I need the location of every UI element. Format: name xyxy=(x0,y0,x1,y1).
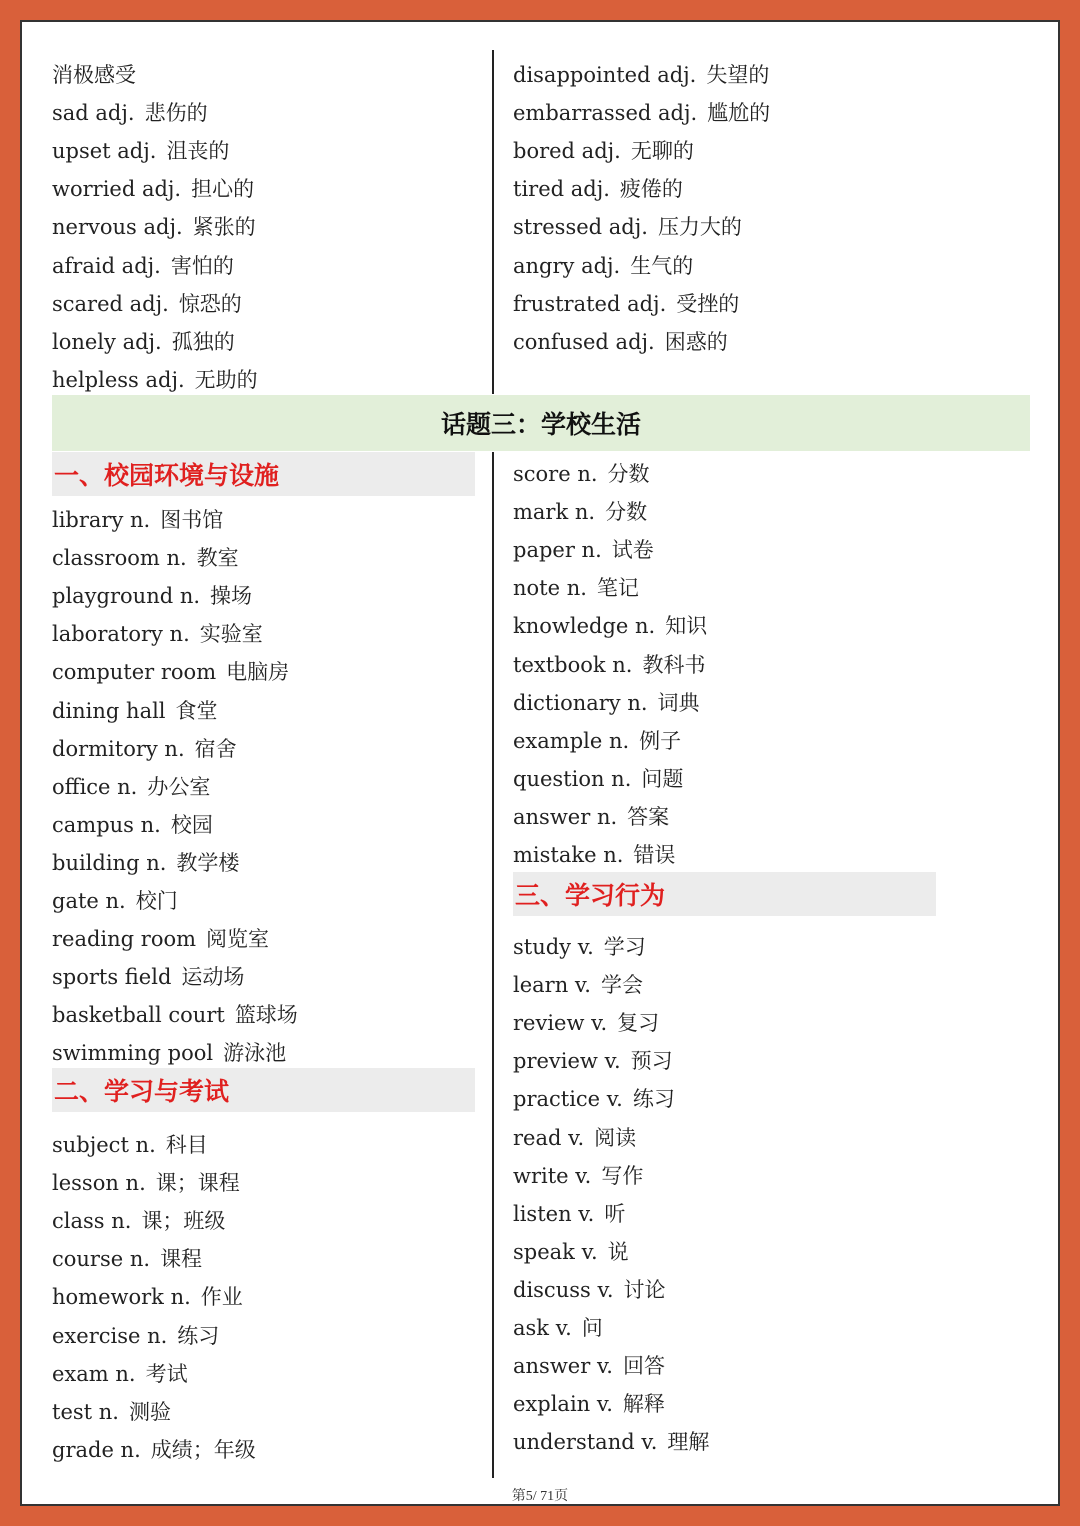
vocab-meaning: 紧张的 xyxy=(192,215,256,240)
vocab-word: exercise n. xyxy=(52,1323,168,1348)
vocab-word: basketball court xyxy=(52,1003,225,1028)
vocab-entry xyxy=(52,1208,225,1234)
vocab-entry xyxy=(52,62,136,88)
vocab-meaning: 图书馆 xyxy=(160,508,224,532)
vocab-entry xyxy=(513,176,683,202)
vocab-entry xyxy=(513,1239,629,1265)
document-page xyxy=(20,20,1060,1506)
vocab-word: building n. xyxy=(52,850,167,875)
vocab-entry xyxy=(52,888,178,914)
vocab-word: review v. xyxy=(513,1011,608,1036)
vocab-meaning: 尴尬的 xyxy=(707,101,771,126)
vocab-entry xyxy=(52,964,244,990)
vocab-word: example n. xyxy=(513,728,630,753)
vocab-word: test n. xyxy=(52,1399,119,1424)
vocab-word: grade n. xyxy=(52,1437,141,1462)
vocab-word: lesson n. xyxy=(52,1171,146,1196)
vocab-meaning: 电脑房 xyxy=(226,660,290,685)
vocab-word: stressed adj. xyxy=(513,215,648,240)
vocab-word: write v. xyxy=(513,1163,592,1188)
vocab-meaning: 学习 xyxy=(603,935,646,959)
vocab-entry xyxy=(52,583,252,609)
vocab-word: ask v. xyxy=(513,1316,572,1340)
column-divider-bottom xyxy=(492,452,494,1478)
vocab-word: classroom n. xyxy=(52,546,187,571)
vocab-entry xyxy=(52,1284,243,1310)
section-heading-learning-behaviors: 三、学习行为 xyxy=(513,872,936,916)
vocab-entry xyxy=(513,1201,625,1227)
vocab-entry xyxy=(52,698,218,724)
vocab-meaning: 试卷 xyxy=(611,538,654,563)
vocab-meaning: 课；课程 xyxy=(155,1171,240,1196)
vocab-entry xyxy=(513,138,694,164)
vocab-entry xyxy=(52,1323,219,1349)
vocab-entry xyxy=(513,1277,666,1303)
vocab-word: helpless adj. xyxy=(52,367,185,392)
vocab-entry xyxy=(513,1048,673,1074)
vocab-word: disappointed adj. xyxy=(513,63,697,87)
vocab-word: reading room xyxy=(52,927,197,952)
vocab-word: worried adj. xyxy=(52,177,182,202)
vocab-meaning: 篮球场 xyxy=(234,1003,298,1028)
vocab-meaning: 写作 xyxy=(601,1163,644,1188)
vocab-entry xyxy=(513,329,728,355)
vocab-entry xyxy=(52,1246,202,1272)
vocab-entry xyxy=(52,214,256,240)
vocab-meaning: 答案 xyxy=(627,804,670,829)
vocab-word: textbook n. xyxy=(513,652,633,677)
vocab-entry xyxy=(52,1170,240,1196)
vocab-meaning: 教室 xyxy=(196,546,239,571)
vocab-meaning: 问题 xyxy=(641,766,684,791)
vocab-word: 消极感受 xyxy=(52,63,136,87)
vocab-entry xyxy=(52,545,239,571)
vocab-entry xyxy=(52,621,263,647)
vocab-meaning: 讨论 xyxy=(623,1277,666,1302)
vocab-entry xyxy=(513,291,739,317)
vocab-meaning: 说 xyxy=(607,1239,629,1264)
vocab-meaning: 教科书 xyxy=(642,652,706,677)
vocab-meaning: 练习 xyxy=(177,1323,220,1348)
vocab-word: mark n. xyxy=(513,500,596,525)
vocab-word: angry adj. xyxy=(513,253,621,278)
vocab-meaning: 解释 xyxy=(622,1392,665,1417)
vocab-meaning: 测验 xyxy=(128,1399,171,1424)
vocab-meaning: 宿舍 xyxy=(194,736,237,761)
vocab-word: dining hall xyxy=(52,698,166,723)
vocab-meaning: 阅览室 xyxy=(206,927,270,952)
vocab-meaning: 悲伤的 xyxy=(144,101,208,126)
vocab-meaning: 实验室 xyxy=(199,622,263,647)
vocab-entry xyxy=(52,774,210,800)
vocab-word: answer v. xyxy=(513,1354,613,1379)
vocab-word: subject n. xyxy=(52,1133,156,1157)
vocab-meaning: 受挫的 xyxy=(676,291,740,316)
vocab-meaning: 成绩；年级 xyxy=(150,1437,256,1462)
vocab-meaning: 科目 xyxy=(165,1133,208,1157)
vocab-word: class n. xyxy=(52,1209,132,1234)
vocab-meaning: 校园 xyxy=(170,812,213,837)
vocab-word: swimming pool xyxy=(52,1041,214,1066)
vocab-word: confused adj. xyxy=(513,329,655,354)
vocab-meaning: 困惑的 xyxy=(664,329,728,354)
vocab-meaning: 沮丧的 xyxy=(166,139,230,164)
vocab-entry xyxy=(52,329,235,355)
vocab-meaning: 练习 xyxy=(632,1087,675,1112)
vocab-word: mistake n. xyxy=(513,843,624,867)
vocab-meaning: 例子 xyxy=(639,728,682,753)
vocab-entry xyxy=(513,690,700,716)
vocab-word: knowledge n. xyxy=(513,614,656,639)
vocab-meaning: 分数 xyxy=(605,500,648,525)
vocab-meaning: 知识 xyxy=(665,614,708,639)
vocab-meaning: 问 xyxy=(581,1316,603,1340)
vocab-word: library n. xyxy=(52,508,151,532)
vocab-word: homework n. xyxy=(52,1285,191,1310)
vocab-word: sad adj. xyxy=(52,101,135,126)
vocab-entry xyxy=(513,613,707,639)
vocab-word: bored adj. xyxy=(513,139,621,164)
vocab-entry xyxy=(513,804,669,830)
vocab-word: discuss v. xyxy=(513,1277,614,1302)
vocab-entry xyxy=(513,842,675,868)
vocab-meaning: 学会 xyxy=(600,973,643,998)
vocab-meaning: 担心的 xyxy=(191,177,255,202)
vocab-word: office n. xyxy=(52,774,138,799)
vocab-entry xyxy=(52,926,269,952)
vocab-word: sports field xyxy=(52,965,172,990)
vocab-meaning: 理解 xyxy=(667,1430,710,1455)
vocab-meaning: 错误 xyxy=(633,843,676,867)
vocab-meaning: 教学楼 xyxy=(176,850,240,875)
vocab-entry xyxy=(52,850,239,876)
vocab-entry xyxy=(513,1086,675,1112)
vocab-entry xyxy=(52,1002,298,1028)
vocab-word: note n. xyxy=(513,576,587,601)
vocab-word: course n. xyxy=(52,1247,151,1272)
vocab-word: scared adj. xyxy=(52,291,169,316)
vocab-meaning: 校门 xyxy=(135,889,178,913)
vocab-entry xyxy=(52,367,258,393)
vocab-word: learn v. xyxy=(513,973,591,998)
vocab-entry xyxy=(513,1163,643,1189)
vocab-entry xyxy=(513,537,654,563)
vocab-entry xyxy=(52,1361,188,1387)
vocab-entry xyxy=(513,934,646,960)
vocab-entry xyxy=(52,1399,171,1425)
vocab-meaning: 生气的 xyxy=(630,253,694,278)
vocab-entry xyxy=(513,499,647,525)
vocab-entry xyxy=(52,1040,286,1066)
vocab-meaning: 词典 xyxy=(657,690,700,715)
vocab-meaning: 游泳池 xyxy=(223,1041,287,1066)
vocab-word: playground n. xyxy=(52,584,201,609)
vocab-meaning: 分数 xyxy=(607,462,650,486)
vocab-entry xyxy=(513,1391,665,1417)
vocab-word: afraid adj. xyxy=(52,253,161,278)
vocab-meaning: 无聊的 xyxy=(630,139,694,164)
vocab-word: listen v. xyxy=(513,1201,595,1226)
vocab-entry xyxy=(513,1429,709,1455)
vocab-meaning: 作业 xyxy=(200,1285,243,1310)
vocab-word: dictionary n. xyxy=(513,690,648,715)
vocab-meaning: 孤独的 xyxy=(171,329,235,354)
vocab-meaning: 压力大的 xyxy=(657,215,742,240)
vocab-word: computer room xyxy=(52,660,217,685)
vocab-word: explain v. xyxy=(513,1392,613,1417)
vocab-meaning: 回答 xyxy=(623,1354,665,1379)
vocab-word: embarrassed adj. xyxy=(513,101,698,126)
vocab-entry xyxy=(52,659,289,685)
vocab-word: read v. xyxy=(513,1125,585,1150)
vocab-entry xyxy=(513,461,650,487)
vocab-meaning: 课程 xyxy=(160,1247,203,1272)
vocab-meaning: 阅读 xyxy=(594,1125,637,1150)
vocab-entry xyxy=(52,507,223,533)
vocab-word: exam n. xyxy=(52,1361,136,1386)
vocab-word: gate n. xyxy=(52,889,126,913)
vocab-word: frustrated adj. xyxy=(513,291,667,316)
vocab-entry xyxy=(513,1010,659,1036)
vocab-entry xyxy=(513,100,770,126)
vocab-meaning: 考试 xyxy=(145,1361,188,1386)
vocab-entry xyxy=(513,1353,665,1379)
vocab-entry xyxy=(513,1315,603,1341)
vocab-word: practice v. xyxy=(513,1087,623,1112)
vocab-entry xyxy=(52,736,237,762)
vocab-entry xyxy=(52,176,254,202)
vocab-entry xyxy=(52,812,213,838)
vocab-entry xyxy=(52,138,229,164)
vocab-entry xyxy=(513,652,705,678)
vocab-word: paper n. xyxy=(513,538,602,563)
vocab-entry xyxy=(52,253,234,279)
vocab-entry xyxy=(52,1437,256,1463)
vocab-word: study v. xyxy=(513,935,594,959)
vocab-word: understand v. xyxy=(513,1430,658,1455)
vocab-meaning: 课；班级 xyxy=(141,1209,226,1234)
vocab-word: lonely adj. xyxy=(52,329,162,354)
vocab-word: tired adj. xyxy=(513,177,610,202)
vocab-entry xyxy=(513,728,681,754)
vocab-entry xyxy=(513,1125,636,1151)
vocab-meaning: 无助的 xyxy=(194,367,258,392)
vocab-entry xyxy=(513,253,693,279)
vocab-meaning: 操场 xyxy=(210,584,253,609)
vocab-word: dormitory n. xyxy=(52,736,185,761)
vocab-entry xyxy=(52,1132,208,1158)
vocab-entry xyxy=(513,972,643,998)
vocab-meaning: 失望的 xyxy=(706,63,770,87)
vocab-word: campus n. xyxy=(52,812,161,837)
vocab-entry xyxy=(513,766,683,792)
vocab-meaning: 惊恐的 xyxy=(178,291,242,316)
column-divider-top xyxy=(492,50,494,394)
vocab-word: nervous adj. xyxy=(52,215,183,240)
vocab-word: answer n. xyxy=(513,804,618,829)
vocab-entry xyxy=(52,100,208,126)
vocab-word: upset adj. xyxy=(52,139,157,164)
vocab-meaning: 食堂 xyxy=(175,698,218,723)
vocab-meaning: 办公室 xyxy=(147,774,211,799)
vocab-entry xyxy=(513,62,769,88)
vocab-entry xyxy=(513,214,742,240)
vocab-word: speak v. xyxy=(513,1239,598,1264)
vocab-word: score n. xyxy=(513,462,598,486)
vocab-meaning: 预习 xyxy=(630,1049,673,1074)
vocab-meaning: 运动场 xyxy=(181,965,245,990)
vocab-entry xyxy=(52,291,242,317)
section-heading-study-exam: 二、学习与考试 xyxy=(52,1068,475,1112)
vocab-meaning: 笔记 xyxy=(596,576,639,601)
vocab-meaning: 复习 xyxy=(617,1011,660,1036)
vocab-meaning: 听 xyxy=(604,1201,626,1226)
topic-banner: 话题三：学校生活 xyxy=(52,395,1030,451)
vocab-word: question n. xyxy=(513,766,632,791)
page-number: 第5/ 71页 xyxy=(511,1489,569,1504)
vocab-word: preview v. xyxy=(513,1049,621,1074)
vocab-meaning: 害怕的 xyxy=(170,253,234,278)
vocab-word: laboratory n. xyxy=(52,622,190,647)
vocab-meaning: 疲倦的 xyxy=(619,177,683,202)
section-heading-campus: 一、校园环境与设施 xyxy=(52,452,475,496)
vocab-entry xyxy=(513,575,639,601)
